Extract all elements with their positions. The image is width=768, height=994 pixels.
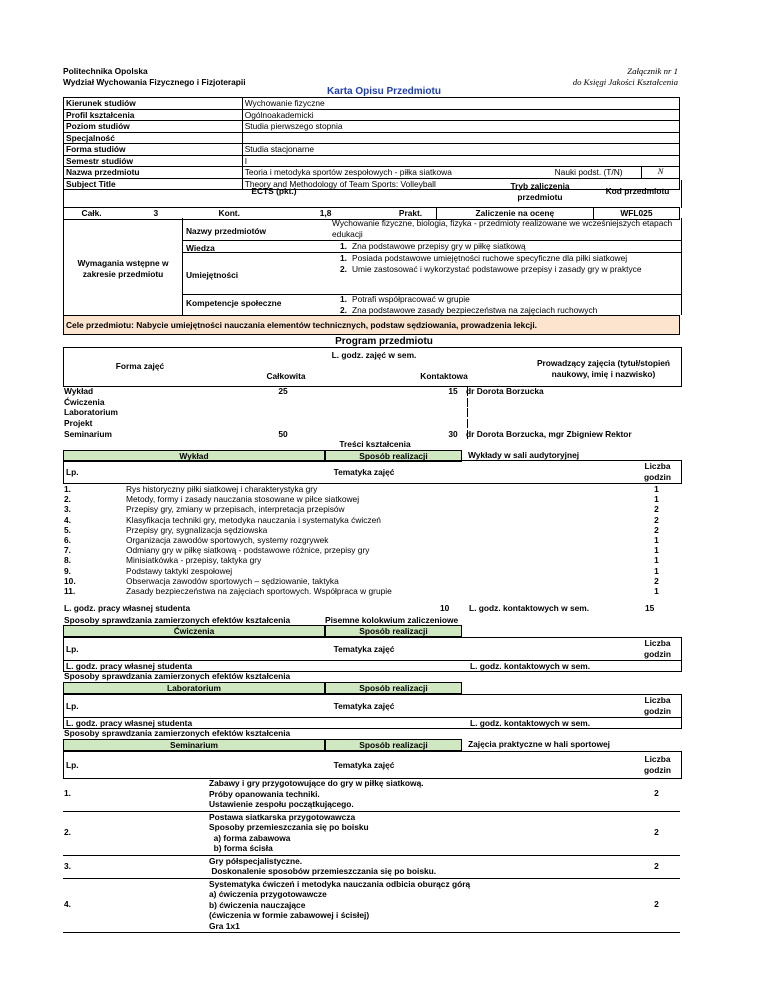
topic-hours: 1 (654, 565, 659, 576)
info-row (64, 109, 680, 121)
laboratorium-name: Laboratorium (63, 682, 325, 694)
topic-hours: 1 (654, 545, 659, 556)
wiedza-label: Wiedza (186, 243, 215, 253)
wiedza-list (340, 241, 680, 252)
topic-hours: 1 (654, 555, 659, 566)
info-label: Nazwa przedmiotu (64, 167, 243, 179)
info-label: Specjalność (64, 132, 243, 144)
kont-col-label: Kontaktowa (420, 371, 468, 381)
seminarium-name: Seminarium (63, 739, 325, 751)
lab-tematyka-header: Tematyka zajęć (333, 701, 395, 711)
umiej-item (340, 253, 680, 264)
umiej-num: 2. (340, 263, 347, 274)
program-sep (467, 419, 468, 428)
wyklad-topic-row (63, 586, 680, 596)
forma-label: Forma zajęć (115, 361, 165, 371)
annex-label: Załącznik nr 1 (627, 66, 678, 76)
sem-topic-lp: 1. (64, 788, 71, 799)
cw-kontakt-label: L. godz. kontaktowych w sem. (470, 661, 591, 671)
sem-topic-lp: 4. (64, 899, 71, 910)
nazwy-value: Wychowanie fizyczne, biologia, fizyka - przedmioty realizowane we wcześniejszych etapach edukacji (332, 218, 673, 239)
sem-topic-hours: 2 (654, 827, 659, 837)
wyklad-sposob: Wykłady w sali audytoryjnej (468, 450, 580, 460)
program-forma: Projekt (64, 417, 93, 428)
card-title: Karta Opisu Przedmiotu (327, 86, 441, 97)
program-row (63, 397, 680, 407)
sem-topic-line: Sposoby przemieszczania się po boisku (209, 822, 369, 832)
umiej-text: Posiada podstawowe umiejętności ruchowe specyficzne dla piłki siatkowej (352, 253, 628, 263)
sem-topic-text (209, 856, 436, 877)
topic-lp: 11. (64, 586, 76, 596)
info-value: Teoria i metodyka sportów zespołowych - piłka siatkowa (244, 167, 452, 177)
program-sep (467, 408, 468, 417)
topic-lp: 4. (64, 514, 71, 525)
cele-box (63, 315, 680, 335)
wyklad-topic-row (63, 576, 680, 586)
info-value: Theory and Methodology of Team Sports: Volleyball (244, 178, 436, 189)
sem-topic-text (209, 812, 369, 854)
wyklad-topic-row (63, 535, 680, 545)
info-row (64, 144, 680, 156)
nauki-value: N (657, 167, 664, 176)
info-row (64, 98, 680, 110)
program-prow: dr Dorota Borzucka (466, 386, 544, 396)
sem-topic-line: Ustawienie zespołu początkującego. (209, 799, 354, 809)
info-value: Wychowanie fizyczne (244, 98, 325, 108)
wyklad-sposoby-value: Pisemne kolokwium zaliczeniowe (325, 615, 459, 625)
sem-topic-line: Zabawy i gry przygotowujące do gry w piłkę siatkową. (209, 778, 424, 788)
topic-lp: 1. (64, 484, 71, 494)
program-kont: 15 (448, 386, 458, 396)
komp-text: Potrafi współpracować w grupie (352, 294, 470, 304)
topic-text: Metody, formy i zasady nauczania stosowane w piłce siatkowej (126, 494, 360, 505)
wyklad-kontakt-label: L. godz. kontaktowych w sem. (469, 603, 590, 613)
topic-text: Zasady bezpieczeństwa na zajęciach sportowych. Współpraca w grupie (126, 586, 392, 596)
topic-hours: 1 (654, 535, 659, 545)
cw-lp-header: Lp. (66, 644, 79, 654)
info-value: Studia stacjonarne (244, 144, 315, 154)
sem-topic-hours: 2 (654, 860, 659, 871)
topic-lp: 10. (64, 575, 76, 586)
program-forma: Ćwiczenia (64, 396, 105, 407)
umiej-list (340, 253, 680, 274)
info-label: Profil kształcenia (64, 109, 243, 121)
topic-hours: 2 (654, 575, 659, 586)
topic-text: Organizacja zawodów sportowych, systemy rozgrywek (126, 535, 329, 545)
wyklad-wlasnej-value: 10 (440, 603, 450, 613)
nauki-spacer (625, 167, 642, 179)
program-forma: Laboratorium (64, 407, 118, 418)
kont-value: 1,8 (319, 208, 332, 218)
wyklad-topic-row (63, 545, 680, 555)
program-row (63, 386, 680, 396)
wyklad-topic-row (63, 484, 680, 494)
program-row (63, 407, 680, 417)
wyklad-topic-row (63, 515, 680, 525)
kod-label: Kod przedmiotu (605, 186, 670, 196)
komp-item (340, 305, 680, 316)
lab-sposoby-label: Sposoby sprawdzania zamierzonych efektów kształcenia (64, 728, 291, 738)
komp-label: Kompetencje społeczne (186, 298, 282, 308)
sem-topic-line: b) forma ścisła (209, 843, 273, 853)
program-calk: 50 (278, 429, 288, 439)
wyklad-topic-row (63, 566, 680, 576)
lab-liczba-header: Liczba godzin (644, 695, 671, 716)
info-row (64, 132, 680, 144)
topic-hours: 1 (654, 484, 659, 494)
program-sep (467, 398, 468, 407)
topic-hours: 1 (654, 494, 659, 505)
header-left (63, 66, 246, 88)
wyklad-kontakt-value: 15 (645, 603, 655, 613)
komp-num: 1. (340, 294, 347, 304)
wyklad-topic-row (63, 525, 680, 535)
wyklad-name: Wykład (63, 450, 325, 462)
faculty-name: Wydział Wychowania Fizycznego i Fizjoterapii (63, 77, 246, 87)
sem-topic-lp: 2. (64, 827, 71, 837)
cw-tematyka-header: Tematyka zajęć (333, 644, 395, 654)
info-label: Kierunek studiów (64, 98, 243, 110)
topic-hours: 2 (654, 504, 659, 515)
calk-col-label: Całkowita (266, 371, 306, 381)
info-value: I (244, 155, 248, 166)
nauki-label: Nauki podst. (T/N) (554, 167, 623, 177)
liczba-header: Liczba godzin (644, 461, 671, 482)
cwiczenia-header (63, 637, 682, 661)
lab-kontakt-label: L. godz. kontaktowych w sem. (470, 718, 591, 728)
lab-wlasnej-label: L. godz. pracy własnej studenta (66, 718, 193, 728)
komp-item (340, 294, 680, 305)
calk-label: Całk. (81, 208, 102, 218)
topic-hours: 1 (654, 586, 659, 596)
topic-text: Minisiatkówka - przepisy, taktyka gry (126, 555, 262, 566)
wyklad-sposob-label: Sposób realizacji (325, 450, 462, 462)
cw-sposoby-label: Sposoby sprawdzania zamierzonych efektów kształcenia (64, 671, 291, 681)
sem-topic-line: a) ćwiczenia przygotowawcze (209, 889, 327, 899)
sem-topic-row (63, 778, 680, 812)
topic-text: Przepisy gry, zmiany w przepisach, interpretacja przepisów (126, 504, 345, 515)
sem-sposob-label: Sposób realizacji (325, 739, 462, 751)
info-label: Forma studiów (64, 144, 243, 156)
kod-value: WFL025 (593, 208, 679, 220)
program-row (63, 418, 680, 428)
wyklad-topic-row (63, 555, 680, 565)
komp-num: 2. (340, 304, 347, 315)
topic-lp: 3. (64, 504, 71, 515)
topic-text: Podstawy taktyki zespołowej (126, 565, 233, 576)
sem-topic-line: Doskonalenie sposobów przemieszczania się po boisku. (209, 866, 437, 876)
cele-text: Cele przedmiotu: Nabycie umiejętności nauczania elementów technicznych, podstaw sędziowania, prowadzenia lekcji. (66, 320, 537, 330)
sem-topic-text (209, 778, 424, 810)
lab-header (63, 694, 682, 718)
wyklad-topic-row (63, 494, 680, 504)
topic-hours: 2 (654, 524, 659, 535)
cwiczenia-sposob-label: Sposób realizacji (325, 625, 462, 637)
topic-text: Odmiany gry w piłkę siatkową - podstawowe różnice, przepisy gry (126, 545, 370, 556)
umiej-num: 1. (340, 253, 347, 263)
komp-list (340, 294, 680, 315)
wymagania-block (63, 218, 682, 315)
info-table (63, 97, 680, 190)
nazwy-label: Nazwy przedmiotów (186, 226, 267, 236)
info-label: Poziom studiów (64, 121, 243, 133)
sem-topic-line: Gra 1x1 (209, 920, 240, 931)
umiej-text: Umie zastosować i wykorzystać podstawowe przepisy i zasady gry w praktyce (352, 263, 642, 274)
tryb-label: Tryb zaliczenia przedmiotu (510, 181, 570, 202)
sem-header (63, 751, 682, 779)
prow-label: Prowadzący zajęcia (tytuł/stopień naukowy, imię i nazwisko) (536, 358, 671, 379)
info-label: Semestr studiów (64, 155, 243, 167)
program-prow: dr Dorota Borzucka, mgr Zbigniew Rektor (466, 429, 632, 439)
calk-value: 3 (153, 208, 159, 218)
sem-topic-hours: 2 (654, 899, 659, 910)
ects-label: ECTS (pkt.) (251, 186, 297, 196)
info-row (64, 167, 680, 179)
wyklad-sposoby-label: Sposoby sprawdzania zamierzonych efektów kształcenia (64, 615, 291, 625)
info-value: Studia pierwszego stopnia (244, 121, 343, 131)
program-calk: 25 (278, 386, 288, 396)
lp-header: Lp. (66, 467, 79, 477)
godz-label: L. godz. zajęć w sem. (331, 350, 417, 360)
program-forma: Seminarium (64, 429, 112, 439)
komp-text: Zna podstawowe zasady bezpieczeństwa na zajęciach ruchowych (352, 304, 598, 315)
sem-topic-row (63, 812, 680, 856)
sem-tematyka-header: Tematyka zajęć (333, 760, 395, 770)
sem-topic-line: b) ćwiczenia nauczające (209, 899, 306, 910)
header-right (573, 66, 678, 88)
sem-topic-lp: 3. (64, 860, 71, 871)
topic-lp: 2. (64, 494, 71, 505)
tematyka-header: Tematyka zajęć (333, 467, 395, 477)
wiedza-text: Zna podstawowe przepisy gry w piłkę siatkową (352, 241, 526, 251)
prakt-label: Prakt. (398, 208, 423, 218)
program-forma: Wykład (64, 386, 94, 396)
info-label: Subject Title (64, 178, 243, 190)
program-row (63, 429, 680, 439)
sem-topic-line: Systematyka ćwiczeń i metodyka nauczania odbicia oburącz górą (209, 878, 471, 889)
topic-text: Przepisy gry, sygnalizacja sędziowska (126, 524, 268, 535)
tryb-value: Zaliczenie na ocenę (436, 208, 593, 220)
ects-block (63, 180, 682, 208)
sem-sposob: Zajęcia praktyczne w hali sportowej (468, 739, 610, 749)
topic-hours: 2 (654, 514, 659, 525)
cwiczenia-name: Ćwiczenia (63, 625, 325, 637)
sem-topic-hours: 2 (654, 788, 659, 799)
wiedza-item (340, 241, 680, 252)
info-value (242, 132, 679, 144)
info-row (64, 155, 680, 167)
wyklad-topics-header (63, 460, 682, 484)
lab-lp-header: Lp. (66, 701, 79, 711)
topic-lp: 8. (64, 555, 71, 566)
sem-topic-line: (ćwiczenia w formie zabawowej i ścisłej) (209, 910, 370, 920)
cw-wlasnej-label: L. godz. pracy własnej studenta (66, 661, 193, 671)
program-header (63, 347, 682, 387)
program-kont: 30 (448, 429, 458, 439)
wyklad-topic-row (63, 504, 680, 514)
kont-label: Kont. (218, 208, 240, 218)
tresci-label: Treści kształcenia (339, 439, 411, 449)
sem-liczba-header: Liczba godzin (644, 754, 671, 775)
sem-topic-row (63, 856, 680, 879)
lab-sposob-label: Sposób realizacji (325, 682, 462, 694)
sem-topic-line: Postawa siatkarska przygotowawcza (209, 811, 356, 822)
topic-lp: 9. (64, 565, 71, 576)
topic-text: Rys historyczny piłki siatkowej i charakterystyka gry (126, 484, 318, 494)
info-value: Ogólnoakademicki (244, 109, 314, 120)
university-name: Politechnika Opolska (63, 66, 148, 76)
sem-topic-line: Gry półspecjalistyczne. (209, 855, 303, 866)
sem-topic-line: Próby opanowania techniki. (209, 788, 320, 799)
sem-topic-row (63, 879, 680, 934)
sem-lp-header: Lp. (66, 760, 79, 770)
cw-liczba-header: Liczba godzin (644, 638, 671, 659)
topic-text: Obserwacja zawodów sportowych – sędziowanie, taktyka (126, 575, 339, 586)
info-row (64, 121, 680, 133)
annex-to-label: do Księgi Jakości Kształcenia (572, 77, 678, 87)
wyklad-wlasnej-label: L. godz. pracy własnej studenta (64, 603, 191, 613)
sem-topic-line: a) forma zabawowa (209, 832, 291, 843)
wymagania-label: Wymagania wstępne w zakresie przedmiotu (77, 258, 169, 279)
topic-lp: 6. (64, 535, 71, 545)
umiej-item (340, 264, 680, 275)
umiej-label: Umiejętności (186, 270, 239, 280)
topic-lp: 5. (64, 524, 71, 535)
topic-lp: 7. (64, 545, 71, 556)
sem-topic-text (209, 879, 470, 932)
program-title: Program przedmiotu (335, 336, 433, 347)
wiedza-num: 1. (340, 241, 347, 251)
topic-text: Klasyfikacja techniki gry, metodyka nauczania i systematyka ćwiczeń (126, 514, 381, 525)
